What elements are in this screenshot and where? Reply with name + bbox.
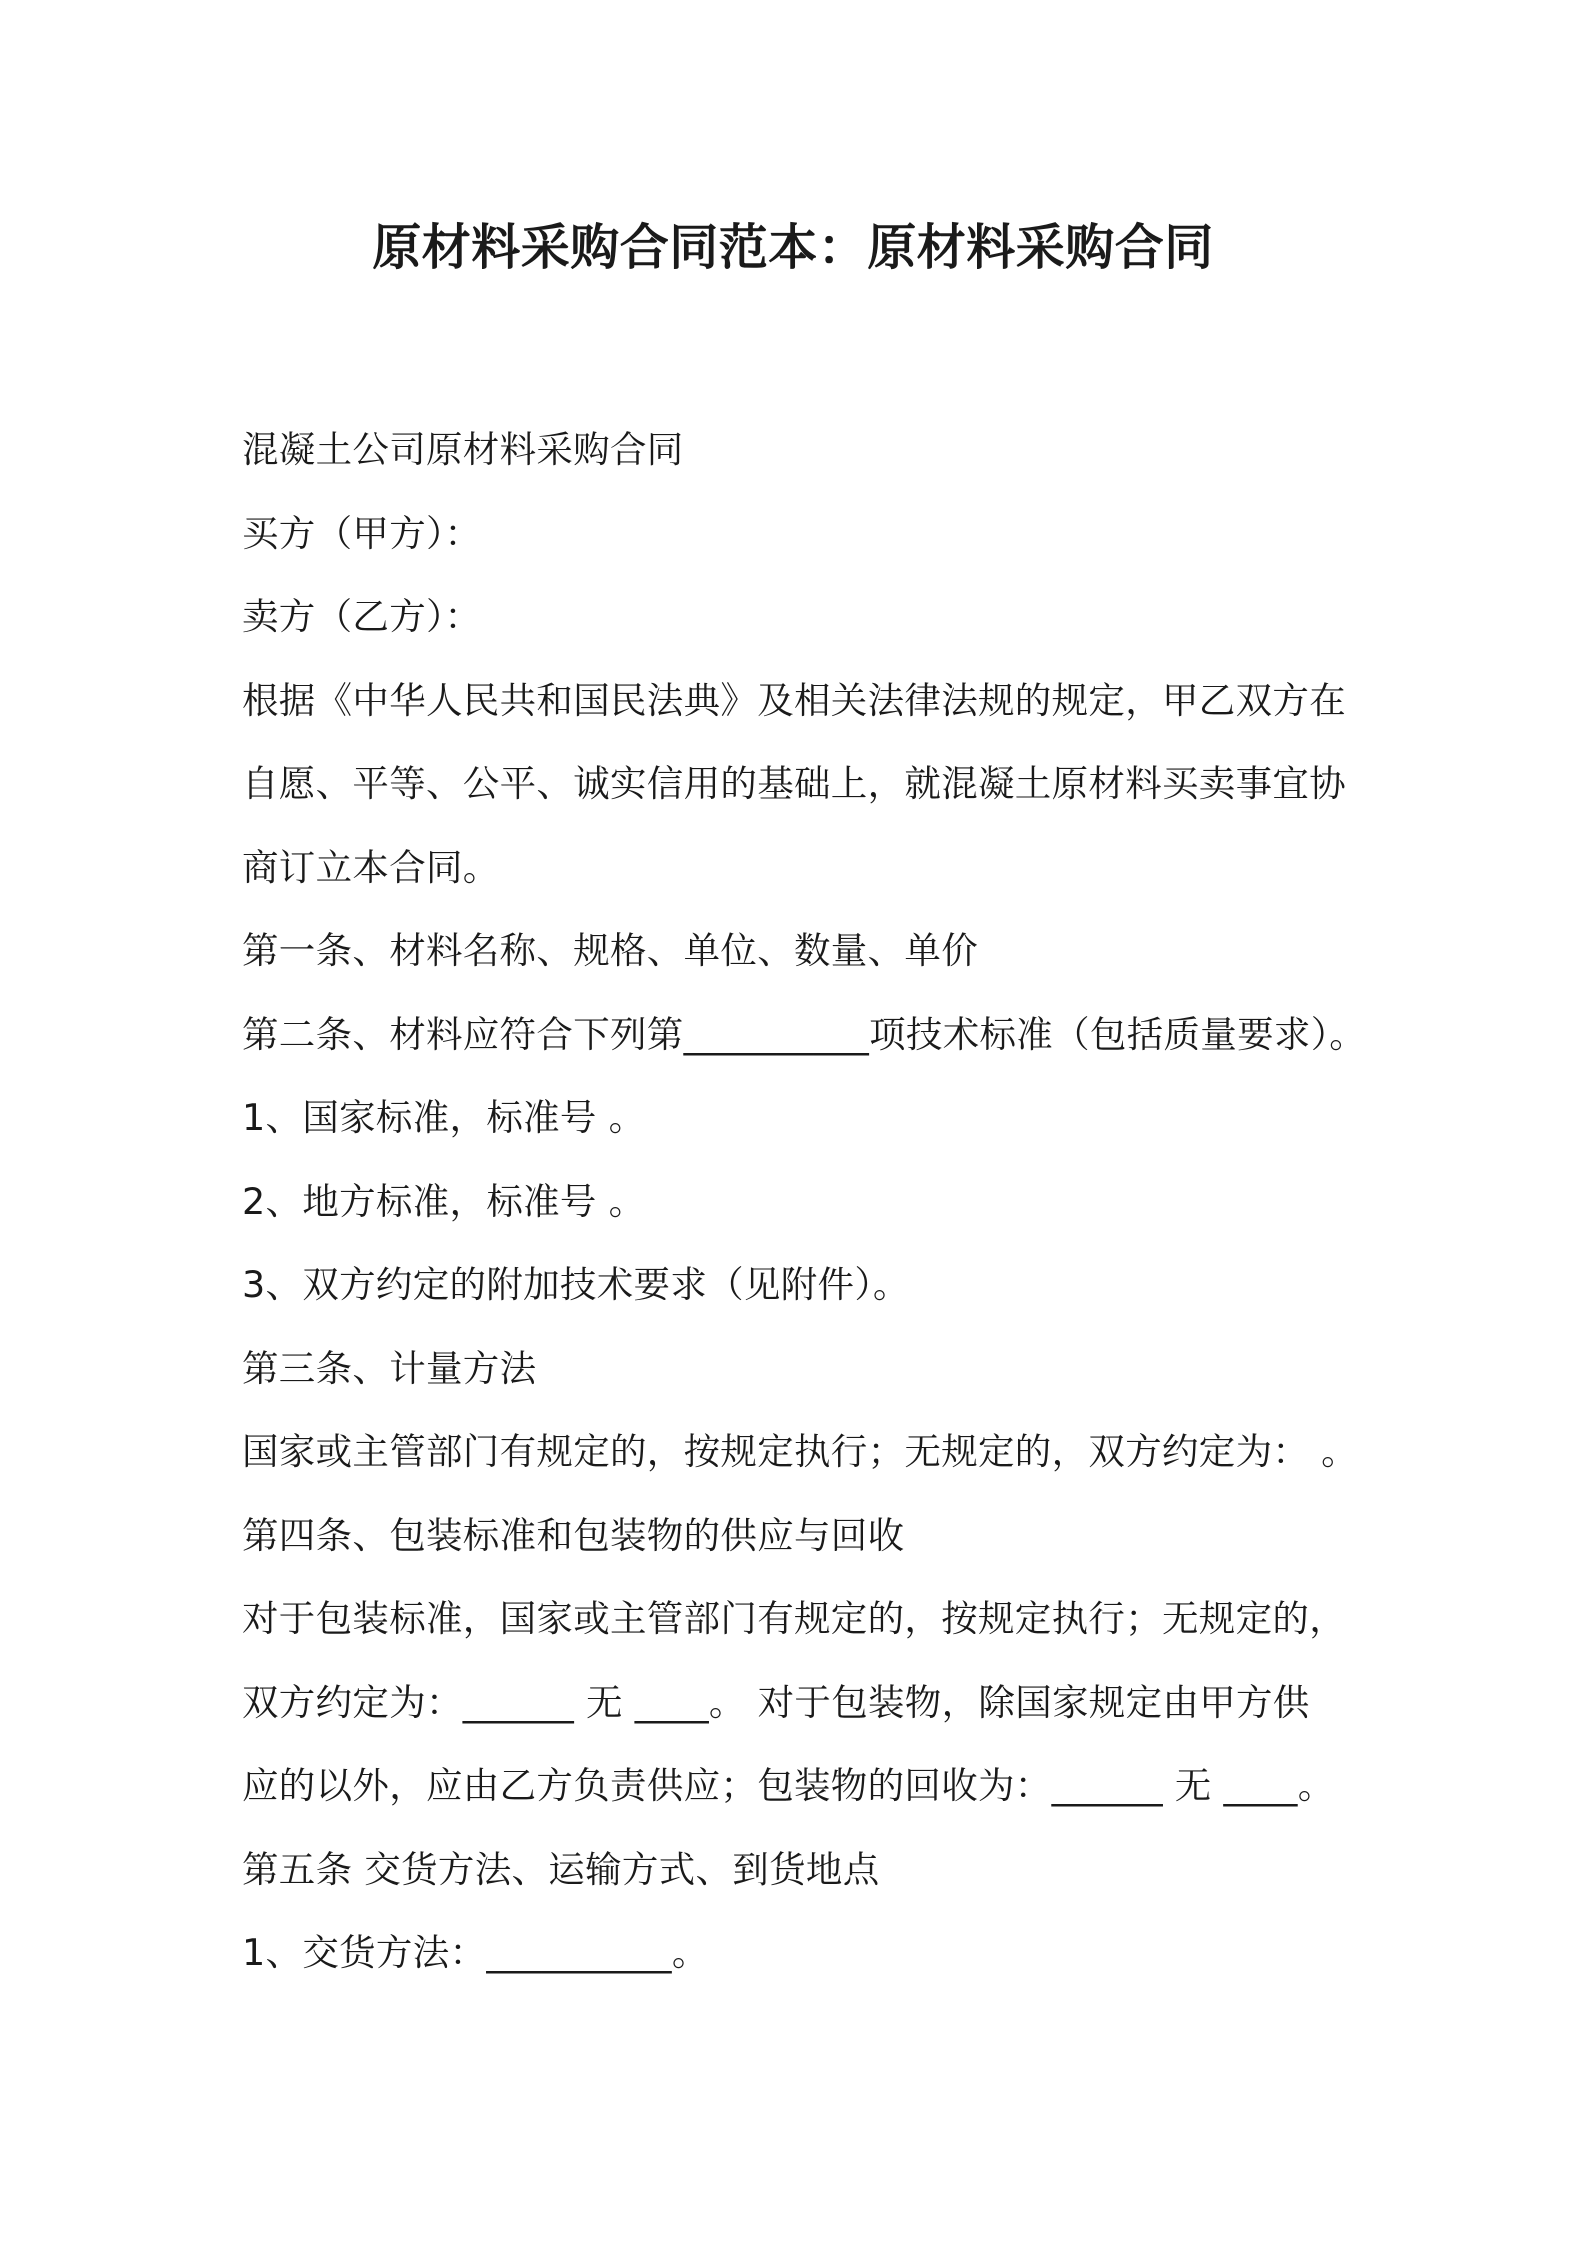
contract-name: 混凝土公司原材料采购合同 xyxy=(242,428,684,471)
article-2-item-2: 2、地方标准，标准号 。 xyxy=(242,1179,646,1223)
article-2-item-3: 3、双方约定的附加技术要求（见附件）。 xyxy=(242,1263,910,1306)
article-2-item-1: 1、国家标准，标准号 。 xyxy=(242,1096,646,1139)
article-5-item-1: 1、交货方法：__________。 xyxy=(242,1931,709,1974)
article-4-text-1: 对于包装标准，国家或主管部门有规定的，按规定执行；无规定的， xyxy=(242,1597,1346,1640)
article-4-text-2: 双方约定为：______ 无 ____。 对于包装物，除国家规定由甲方供 xyxy=(242,1680,1310,1724)
article-3-heading: 第三条、计量方法 xyxy=(242,1346,537,1390)
seller-line: 卖方（乙方）： xyxy=(242,595,482,638)
article-4-text-3: 应的以外，应由乙方负责供应；包装物的回收为：______ 无 ____。 xyxy=(242,1764,1335,1807)
buyer-line: 买方（甲方）： xyxy=(242,511,482,555)
document-body xyxy=(242,408,1382,1995)
article-1-heading: 第一条、材料名称、规格、单位、数量、单价 xyxy=(242,929,978,972)
article-4-heading: 第四条、包装标准和包装物的供应与回收 xyxy=(242,1513,905,1557)
preamble-line-1: 根据《中华人民共和国民法典》及相关法律法规的规定，甲乙双方在 xyxy=(242,678,1346,722)
preamble-line-3: 商订立本合同。 xyxy=(242,845,500,889)
article-3-text: 国家或主管部门有规定的，按规定执行；无规定的，双方约定为： 。 xyxy=(242,1430,1358,1473)
article-5-heading: 第五条 交货方法、运输方式、到货地点 xyxy=(242,1847,880,1891)
document-title: 原材料采购合同范本：原材料采购合同 xyxy=(372,219,1214,276)
preamble-line-2: 自愿、平等、公平、诚实信用的基础上，就混凝土原材料买卖事宜协 xyxy=(242,762,1346,805)
article-2-heading: 第二条、材料应符合下列第__________项技术标准（包括质量要求）。 xyxy=(242,1012,1367,1056)
